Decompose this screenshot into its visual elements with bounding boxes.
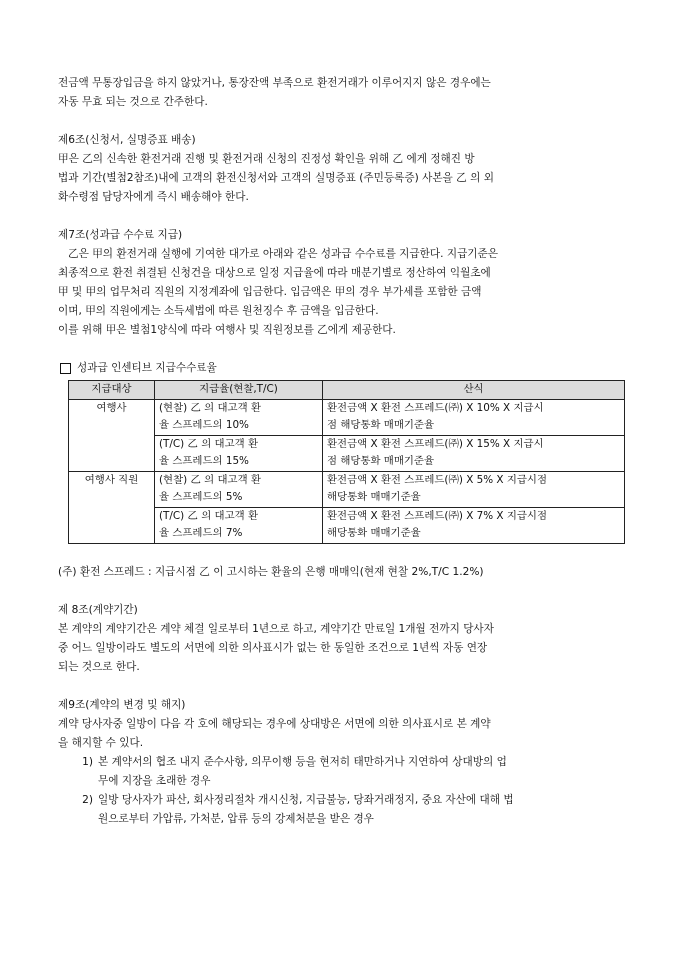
list-item bbox=[58, 753, 624, 791]
cell-line: 율 스프레드의 7% bbox=[159, 527, 243, 539]
table-note: (주) 환전 스프레드 : 지급시점 乙 이 고시하는 환율의 은행 매매익(현재 현찰 2%,T/C 1.2%) bbox=[58, 565, 484, 578]
article-title: 제7조(성과급 수수료 지급) bbox=[58, 229, 183, 241]
formula-cell bbox=[323, 435, 625, 471]
cell-line: (현찰) 乙 의 대고객 환 bbox=[159, 473, 261, 486]
text-line: 甲은 乙의 신속한 환전거래 진행 및 환전거래 신청의 진정성 확인을 위해 乙 에게 정해진 방 bbox=[58, 153, 475, 165]
list-number: 2) bbox=[82, 793, 93, 806]
incentive-rate-table bbox=[68, 380, 625, 544]
cell-line: 점 해당통화 매매기준율 bbox=[327, 419, 434, 431]
list-number: 1) bbox=[82, 755, 93, 768]
text-line: 중 어느 일방이라도 별도의 서면에 의한 의사표시가 없는 한 동일한 조건으로 1년씩 자동 연장 bbox=[58, 641, 488, 654]
formula-cell bbox=[323, 471, 625, 507]
cell-line: 환전금액 X 환전 스프레드(㈜) X 5% X 지급시점 bbox=[327, 473, 547, 486]
table-header-row bbox=[69, 381, 625, 400]
article-title: 제6조(신청서, 실명증표 배송) bbox=[58, 134, 196, 146]
cell-line: 점 해당통화 매매기준율 bbox=[327, 455, 434, 467]
article-7 bbox=[58, 226, 624, 340]
rate-cell bbox=[155, 471, 323, 507]
incentive-title bbox=[58, 359, 624, 378]
list-item bbox=[58, 791, 624, 829]
checkbox-square-icon bbox=[60, 363, 71, 374]
text-line: 계약 당사자중 일방이 다음 각 호에 해당되는 경우에 상대방은 서면에 의한 의사표시로 본 계약 bbox=[58, 717, 491, 730]
article-8 bbox=[58, 601, 624, 677]
rate-cell bbox=[155, 435, 323, 471]
article-9 bbox=[58, 696, 624, 829]
cell-line: 율 스프레드의 5% bbox=[159, 491, 243, 503]
text-line: 되는 것으로 한다. bbox=[58, 660, 140, 673]
text-line: 최종적으로 환전 취결된 신청건을 대상으로 일정 지급율에 따라 매분기별로 정산하여 익월초에 bbox=[58, 267, 491, 279]
list-text bbox=[98, 753, 624, 791]
cell-line: 해당통화 매매기준율 bbox=[327, 527, 421, 539]
cell-line: 환전금액 X 환전 스프레드(㈜) X 10% X 지급시 bbox=[327, 401, 544, 414]
cell-line: (현찰) 乙 의 대고객 환 bbox=[159, 401, 261, 414]
formula-cell bbox=[323, 399, 625, 435]
article-6 bbox=[58, 131, 624, 207]
table-row bbox=[69, 399, 625, 435]
cell-line: (T/C) 乙 의 대고객 환 bbox=[159, 509, 258, 522]
target-cell: 여행사 직원 bbox=[69, 471, 155, 543]
text-line: 본 계약의 계약기간은 계약 체결 일로부터 1년으로 하고, 계약기간 만료일 1개월 전까지 당사자 bbox=[58, 622, 494, 635]
cell-line: 해당통화 매매기준율 bbox=[327, 491, 421, 503]
article-title: 제 8조(계약기간) bbox=[58, 603, 138, 616]
cell-line: 율 스프레드의 15% bbox=[159, 455, 249, 467]
text-line: 화수령점 담당자에게 즉시 배송해야 한다. bbox=[58, 191, 249, 203]
article-title: 제9조(계약의 변경 및 해지) bbox=[58, 698, 186, 711]
header-target: 지급대상 bbox=[69, 381, 155, 400]
cell-line: (T/C) 乙 의 대고객 환 bbox=[159, 437, 258, 450]
intro-paragraph bbox=[58, 74, 624, 112]
rate-cell bbox=[155, 399, 323, 435]
contract-page bbox=[58, 74, 624, 829]
table-row bbox=[69, 471, 625, 507]
text-line: 자동 무효 되는 것으로 간주한다. bbox=[58, 96, 208, 108]
text-line: 乙은 甲의 환전거래 실행에 기여한 대가로 아래와 같은 성과급 수수료를 지급한다. 지급기준은 bbox=[68, 248, 499, 260]
text-line: 전금액 무통장입금을 하지 않았거나, 통장잔액 부족으로 환전거래가 이루어지지 않은 경우에는 bbox=[58, 77, 491, 89]
incentive-section bbox=[58, 359, 624, 582]
text-line: 이며, 甲의 직원에게는 소득세법에 따른 원천징수 후 금액을 입금한다. bbox=[58, 305, 379, 317]
text-line: 甲 및 甲의 업무처리 직원의 지정계좌에 입금한다. 입금액은 甲의 경우 부가세를 포함한 금액 bbox=[58, 286, 482, 298]
formula-cell bbox=[323, 507, 625, 543]
text-line: 무에 지장을 초래한 경우 bbox=[98, 774, 211, 787]
incentive-title-text: 성과급 인센티브 지급수수료율 bbox=[77, 362, 217, 374]
text-line: 본 계약서의 협조 내지 준수사항, 의무이행 등을 현저히 태만하거나 지연하여 상대방의 업 bbox=[98, 755, 507, 768]
header-rate: 지급율(현찰,T/C) bbox=[155, 381, 323, 400]
cell-line: 환전금액 X 환전 스프레드(㈜) X 15% X 지급시 bbox=[327, 437, 544, 450]
cell-line: 환전금액 X 환전 스프레드(㈜) X 7% X 지급시점 bbox=[327, 509, 547, 522]
target-cell: 여행사 bbox=[69, 399, 155, 471]
list-text bbox=[98, 791, 624, 829]
cell-line: 율 스프레드의 10% bbox=[159, 419, 249, 431]
header-formula: 산식 bbox=[323, 381, 625, 400]
text-line: 원으로부터 가압류, 가처분, 압류 등의 강제처분을 받은 경우 bbox=[98, 812, 374, 825]
rate-cell bbox=[155, 507, 323, 543]
text-line: 을 해지할 수 있다. bbox=[58, 736, 144, 749]
text-line: 일방 당사자가 파산, 회사정리절차 개시신청, 지급불능, 당좌거래정지, 중요 자산에 대해 법 bbox=[98, 793, 514, 806]
text-line: 법과 기간(별첨2참조)내에 고객의 환전신청서와 고객의 실명증표 (주민등록증) 사본을 乙 의 외 bbox=[58, 172, 494, 184]
text-line: 이를 위해 甲은 별첨1양식에 따라 여행사 및 직원정보를 乙에게 제공한다. bbox=[58, 324, 396, 336]
